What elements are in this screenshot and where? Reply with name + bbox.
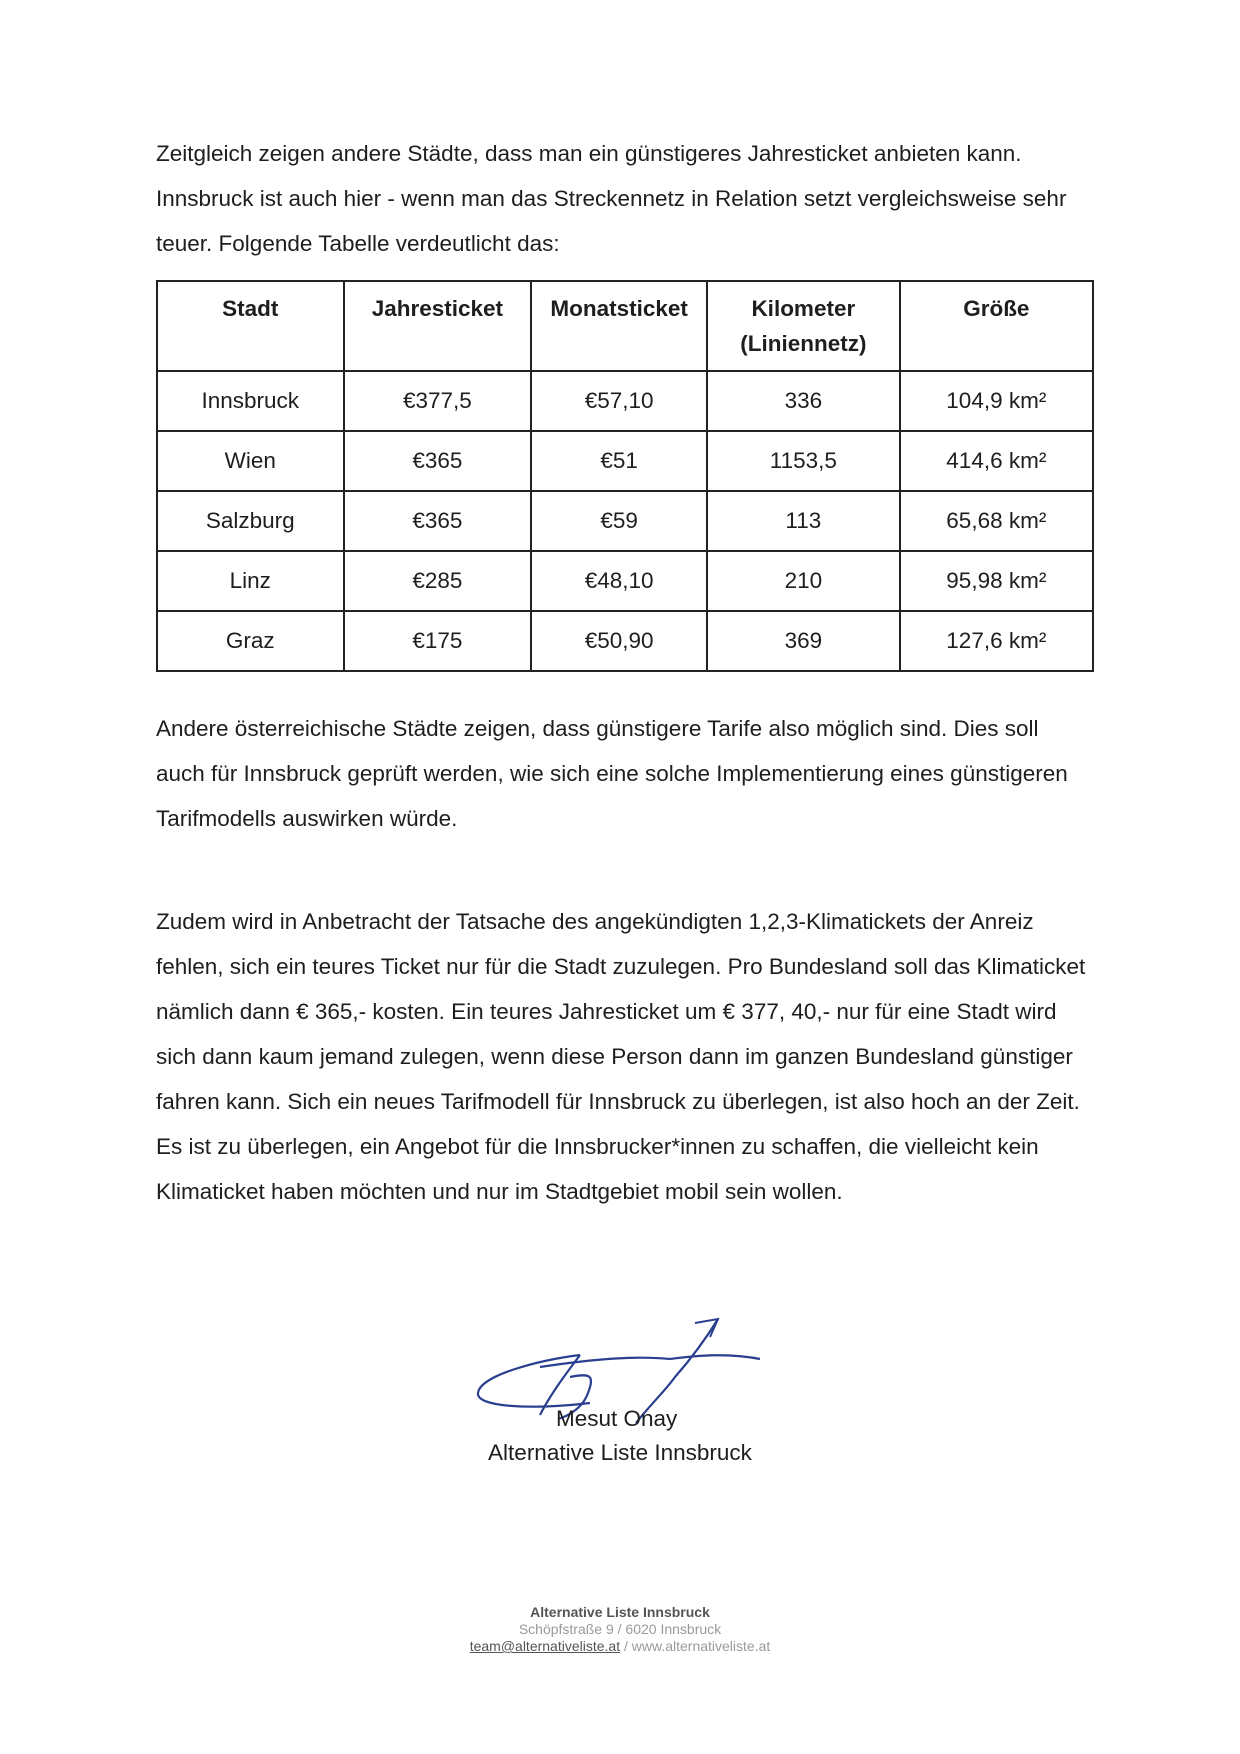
table-row (157, 371, 1093, 431)
cell-month-ticket: €57,10 (531, 371, 707, 431)
table-row (157, 611, 1093, 671)
header-jahresticket: Jahresticket (344, 281, 532, 371)
cell-area: 127,6 km² (900, 611, 1093, 671)
footer-contact (320, 1638, 920, 1655)
header-groesse: Größe (900, 281, 1093, 371)
table-row (157, 431, 1093, 491)
cell-area: 95,98 km² (900, 551, 1093, 611)
footer-separator: / (623, 1638, 628, 1654)
cell-area: 65,68 km² (900, 491, 1093, 551)
cell-year-ticket: €365 (344, 431, 532, 491)
header-stadt: Stadt (157, 281, 344, 371)
cell-kilometer: 113 (707, 491, 900, 551)
signer-name: Mesut Onay (556, 1406, 678, 1431)
intro-paragraph: Zeitgleich zeigen andere Städte, dass man ein günstigeres Jahresticket anbieten kann. Innsbruck ist auch hier - wenn man das Streckennetz in Relation setzt vergleichsweise sehr teuer. Folgende Tabelle verdeutlicht das: (156, 141, 1067, 256)
table-header-row (157, 281, 1093, 371)
cell-kilometer: 369 (707, 611, 900, 671)
header-kilometer: Kilometer (Liniennetz) (707, 281, 900, 371)
paragraph-3: Zudem wird in Anbetracht der Tatsache des angekündigten 1,2,3-Klimatickets der Anreiz fehlen, sich ein teures Ticket nur für die Stadt zuzulegen. Pro Bundesland soll das Klimaticket nämlich dann € 365,- kosten. Ein teures Jahresticket um € 377, 40,- nur für eine Stadt wird sich dann kaum jemand zulegen, wenn diese Person dann im ganzen Bundesland günstiger fahren kann. Sich ein neues Tarifmodell für Innsbruck zu überlegen, ist also hoch an der Zeit. Es ist zu überlegen, ein Angebot für die Innsbrucker*innen zu schaffen, die vielleicht kein Klimaticket haben möchten und nur im Stadtgebiet mobil sein wollen. (156, 909, 1086, 1204)
cell-city: Salzburg (157, 491, 344, 551)
cell-year-ticket: €285 (344, 551, 532, 611)
cell-month-ticket: €50,90 (531, 611, 707, 671)
table-row (157, 551, 1093, 611)
paragraph-2: Andere österreichische Städte zeigen, dass günstigere Tarife also möglich sind. Dies soll auch für Innsbruck geprüft werden, wie sich eine solche Implementierung eines günstigeren Tarifmodells auswirken würde. (156, 716, 1068, 831)
cell-year-ticket: €175 (344, 611, 532, 671)
cell-month-ticket: €48,10 (531, 551, 707, 611)
cell-city: Innsbruck (157, 371, 344, 431)
footer-email-link[interactable]: team@alternativeliste.at (469, 1638, 621, 1654)
cell-kilometer: 336 (707, 371, 900, 431)
cell-kilometer: 210 (707, 551, 900, 611)
signer-party: Alternative Liste Innsbruck (488, 1440, 752, 1465)
footer-website-link[interactable]: www.alternativeliste.at (631, 1638, 771, 1654)
cell-area: 414,6 km² (900, 431, 1093, 491)
cell-month-ticket: €59 (531, 491, 707, 551)
cell-month-ticket: €51 (531, 431, 707, 491)
cell-year-ticket: €377,5 (344, 371, 532, 431)
footer-org: Alternative Liste Innsbruck (530, 1604, 710, 1620)
footer-address: Schöpfstraße 9 / 6020 Innsbruck (518, 1621, 722, 1637)
footer (320, 1604, 920, 1655)
cell-area: 104,9 km² (900, 371, 1093, 431)
cell-city: Graz (157, 611, 344, 671)
cell-kilometer: 1153,5 (707, 431, 900, 491)
cell-city: Linz (157, 551, 344, 611)
header-monatsticket: Monatsticket (531, 281, 707, 371)
cell-city: Wien (157, 431, 344, 491)
table-row (157, 491, 1093, 551)
cell-year-ticket: €365 (344, 491, 532, 551)
city-comparison-table (156, 280, 1094, 672)
